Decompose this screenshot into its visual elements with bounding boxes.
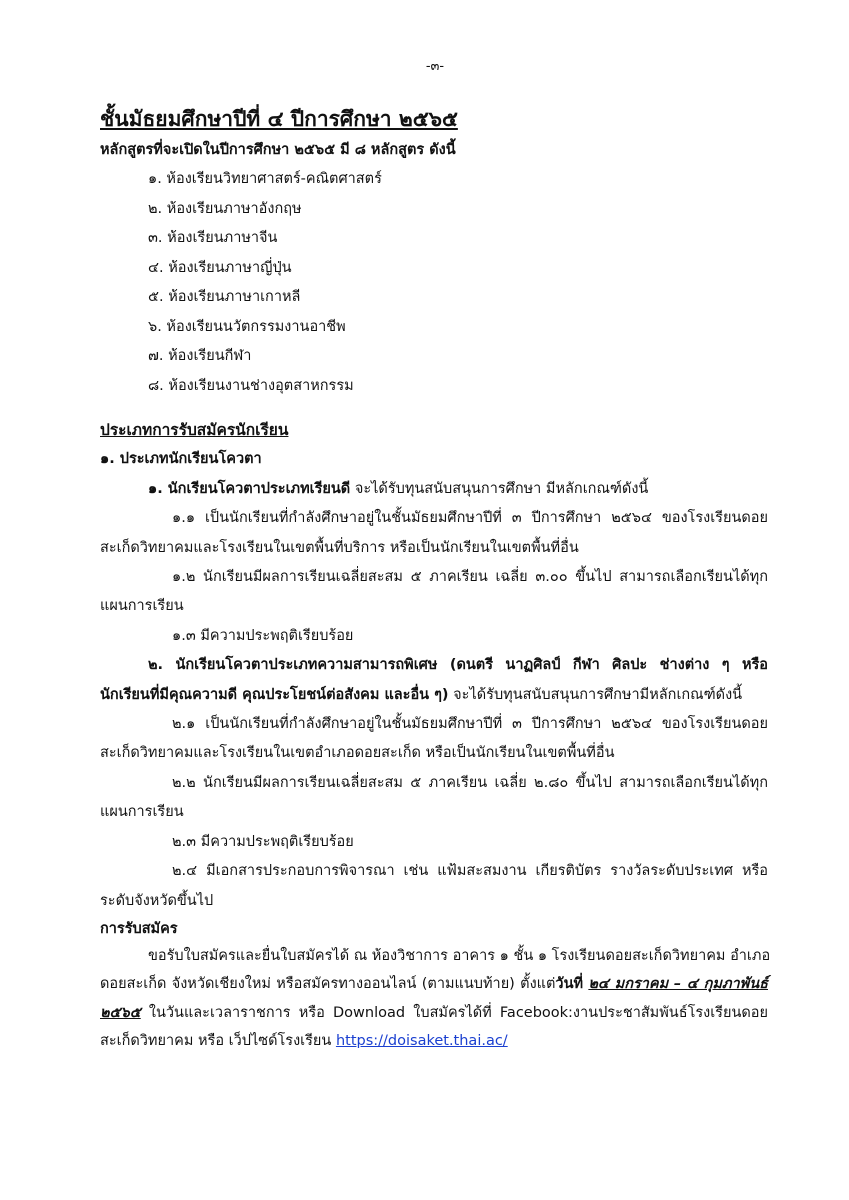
admission-section bbox=[100, 416, 771, 1056]
registration-text: ดอยสะเก็ด จังหวัดเชียงใหม่ หรือสมัครทางออนไลน์ (ตามแนบท้าย) ตั้งแต่ bbox=[100, 976, 556, 993]
list-item: ๘. ห้องเรียนงานช่างอุตสาหกรรม bbox=[148, 377, 354, 394]
quota-type-1 bbox=[100, 475, 768, 504]
criterion-1-3: ๑.๓ มีความประพฤติเรียบร้อย bbox=[172, 627, 354, 644]
criterion-2-4: ๒.๔ มีเอกสารประกอบการพิจารณา เช่น แฟ้มสะสมงาน เกียรติบัตร รางวัลระดับประเทศ หรือ bbox=[172, 863, 768, 880]
date-label: วันที่ bbox=[555, 976, 584, 993]
criterion-1-1: ๑.๑ เป็นนักเรียนที่กำลังศึกษาอยู่ในชั้นมัธยมศึกษาปีที่ ๓ ปีการศึกษา ๒๕๖๔ ของโรงเรียนดอย bbox=[172, 510, 768, 527]
registration-text: ในวันและเวลาราชการ หรือ Download ใบสมัครได้ที่ Facebook:งานประชาสัมพันธ์โรงเรียนดอย bbox=[140, 1004, 768, 1021]
school-website-link[interactable]: https://doisaket.thai.ac/ bbox=[335, 1033, 508, 1050]
criterion-2-2: ๒.๒ นักเรียนมีผลการเรียนเฉลี่ยสะสม ๕ ภาคเรียน เฉลี่ย ๒.๘๐ ขึ้นไป สามารถเลือกเรียนได้ทุก bbox=[172, 774, 768, 791]
quota-type-2: ๒. นักเรียนโควตาประเภทความสามารถพิเศษ (ดนตรี นาฏศิลป์ กีฬา ศิลปะ ช่างต่าง ๆ หรือ bbox=[148, 657, 768, 674]
page-title: ชั้นมัธยมศึกษาปีที่ ๔ ปีการศึกษา ๒๕๖๕ bbox=[100, 107, 458, 131]
list-item: ๕. ห้องเรียนภาษาเกาหลี bbox=[148, 289, 301, 305]
registration-line-3 bbox=[100, 999, 768, 1028]
courses-intro: หลักสูตรที่จะเปิดในปีการศึกษา ๒๕๖๕ มี ๘ หลักสูตร ดังนี้ bbox=[100, 142, 456, 158]
criterion-1-2: ๑.๒ นักเรียนมีผลการเรียนเฉลี่ยสะสม ๕ ภาคเรียน เฉลี่ย ๓.๐๐ ขึ้นไป สามารถเลือกเรียนได้ทุก bbox=[172, 569, 768, 586]
type2-desc: จะได้รับทุนสนับสนุนการศึกษามีหลักเกณฑ์ดังนี้ bbox=[448, 686, 743, 703]
criterion-1-1-cont: สะเก็ดวิทยาคมและโรงเรียนในเขตพื้นที่บริการ หรือเป็นนักเรียนในเขตพื้นที่อื่น bbox=[100, 539, 579, 556]
document-body bbox=[100, 102, 771, 1056]
list-item: ๖. ห้องเรียนนวัตกรรมงานอาชีพ bbox=[148, 318, 346, 335]
course-list bbox=[100, 165, 768, 401]
registration-heading: การรับสมัคร bbox=[100, 920, 178, 937]
list-item: ๓. ห้องเรียนภาษาจีน bbox=[148, 230, 278, 246]
list-item: ๒. ห้องเรียนภาษาอังกฤษ bbox=[148, 200, 302, 217]
registration-text: สะเก็ดวิทยาคม หรือ เว็ปไซด์โรงเรียน bbox=[100, 1033, 336, 1050]
page-number: -๓- bbox=[425, 59, 445, 74]
criterion-2-3: ๒.๓ มีความประพฤติเรียบร้อย bbox=[172, 833, 354, 850]
list-item: ๔. ห้องเรียนภาษาญี่ปุ่น bbox=[148, 259, 292, 276]
registration-line-4 bbox=[100, 1027, 768, 1056]
section-heading: ประเภทการรับสมัครนักเรียน bbox=[100, 421, 289, 439]
registration-line-2 bbox=[100, 970, 768, 999]
quota-type-2-cont bbox=[100, 681, 768, 710]
list-item: ๗. ห้องเรียนกีฬา bbox=[148, 348, 252, 364]
type1-desc: จะได้รับทุนสนับสนุนการศึกษา มีหลักเกณฑ์ดังนี้ bbox=[350, 480, 649, 497]
criterion-1-2-cont: แผนการเรียน bbox=[100, 598, 184, 615]
quota-heading: ๑. ประเภทนักเรียนโควตา bbox=[100, 451, 262, 468]
criterion-2-4-cont: ระดับจังหวัดขึ้นไป bbox=[100, 892, 214, 909]
criterion-2-1: ๒.๑ เป็นนักเรียนที่กำลังศึกษาอยู่ในชั้นมัธยมศึกษาปีที่ ๓ ปีการศึกษา ๒๕๖๔ ของโรงเรียนดอย bbox=[172, 716, 768, 733]
type2-label: นักเรียนที่มีคุณความดี คุณประโยชน์ต่อสังคม และอื่น ๆ) bbox=[100, 686, 449, 703]
list-item: ๑. ห้องเรียนวิทยาศาสตร์-คณิตศาสตร์ bbox=[148, 171, 382, 187]
registration-line-1: ขอรับใบสมัครและยื่นใบสมัครได้ ณ ห้องวิชาการ อาคาร ๑ ชั้น ๑ โรงเรียนดอยสะเก็ดวิทยาคม อำเภอ bbox=[148, 947, 771, 964]
criterion-2-1-cont: สะเก็ดวิทยาคมและโรงเรียนในเขตอำเภอดอยสะเก็ด หรือเป็นนักเรียนในเขตพื้นที่อื่น bbox=[100, 745, 615, 762]
registration-year: ๒๕๖๕ bbox=[100, 1004, 141, 1021]
type1-label: ๑. นักเรียนโควตาประเภทเรียนดี bbox=[148, 480, 351, 497]
criterion-2-2-cont: แผนการเรียน bbox=[100, 804, 184, 821]
registration-date-range: ๒๔ มกราคม – ๔ กุมภาพันธ์ bbox=[588, 976, 768, 993]
